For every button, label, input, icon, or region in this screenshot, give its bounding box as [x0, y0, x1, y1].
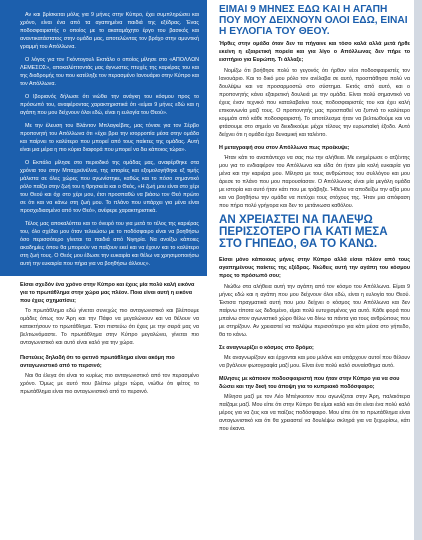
interview-answer: Μίλησα μαζί με τον Λέο Μπέγκιοτον που αγωνίζεται στην Άρη, παλαιότερα παίζαμε μαζί. Μου είπε ότι στην Κύπρο θα είμαι καλά και ότι είναι ένα πολύ καλό μέρος για να ζεις και να παίζεις ποδόσφαιρο. Μου είπε ότι το πρωτάθλημα είναι ανταγωνιστικό και ότι θα χρειαστεί να δουλέψω σκληρά για να ξεχωρίσω, κάτι που έκανα. [219, 394, 410, 432]
intro-paragraph: Ο Ιβοριανός δήλωσε ότι νιώθει την ανάγκη του κόσμου προς το πρόσωπό του, αναφέροντας χαρακτηριστικά ότι «είμαι 9 μήνες εδώ και η αγάπη που μου δείχνουν όλοι εδώ, είναι η ευλογία του Θεού». [20, 94, 199, 116]
right-column [212, 0, 410, 540]
intro-paragraph: Με την έλευση του Βλάντον Μπλαγκέβιτς, μας τόνισε για τον Σέρβο προπονητή του Απόλλωνα ότι «έχει βρει την ισορροπία μέσα στην ομάδα και παίρνει το καλύτερο που μπορεί από τους παίκτες της ομάδας. Αυτή είναι μια μέρα η πιο κύρια διαφορά που μπορεί να δει κάποιος τώρα». [20, 123, 199, 153]
interview-answer: Νομίζω ότι βοήθησε πολύ το γεγονός ότι ήρθαν νέοι ποδοσφαιριστές τον Ιανουάριο. Και το δικό μου ρόλο τον ανέλαβα σε αυτό, προσπάθησα πολύ να δουλέψω και να προσαρμοστώ στο σύστημα. Εκτός από αυτό, και ο προπονητής κάνει εξαιρετική δουλειά με την ομάδα. Είναι πολύ σημαντικό να έχεις έναν τεχνικό που καταλαβαίνει τους ποδοσφαιριστές του και έχει καλή επικοινωνία μαζί τους. Ο προπονητής μας προσπαθεί να ξυπνά το καλύτερο κομμάτι από κάθε ποδοσφαιριστή. Το αποτέλεσμα ήταν να βελτιωθούμε και να φτάσουμε στο σημείο να διεκδικούμε μέχρι τέλους την ευρωπαϊκή έξοδο. Αυτό δείχνει ότι η ομάδα έχει δυναμική και ταλέντο. [219, 68, 410, 138]
interview-question: Ήρθες στην ομάδα όταν δεν τα πήγαινε και τόσο καλά αλλά μετά ήρθε εκείνη η εξαιρετική πορεία και για λίγο ο Απόλλωνας δεν πήρε το εισιτήριο για Ευρώπη. Τι άλλαξε; [219, 41, 410, 63]
interview-answer: Το πρωτάθλημα εδώ γίνεται συνεχώς πιο ανταγωνιστικό και βλέπουμε ομάδες όπως τον Άρη και την Πάφο να μεγαλώνουν και να θέλουν να κατακτήσουν το πρωτάθλημα. Έτσι πιστεύω ότι έχεις με την σειρά μας να βελτιωνόμαστε. Το πρωτάθλημα στην Κύπρο μεγαλώνει, γίνεται πιο ανταγωνιστικό και αυτό είναι καλό για την χώρα. [20, 308, 199, 346]
interview-question: Είσαι μόνο κάποιους μήνες στην Κύπρο αλλά είσαι πλέον από τους αγαπημένους παίκτες της εξέδρας. Νιώθεις αυτή την αγάπη του κόσμου προς το πρόσωπό σου; [219, 257, 410, 279]
pull-quote-headline: ΕΙΜΑΙ 9 ΜΗΝΕΣ ΕΔΩ ΚΑΙ Η ΑΓΑΠΗ ΠΟΥ ΜΟΥ ΔΕΙΧΝΟΥΝ ΟΛΟΙ ΕΔΩ, ΕΙΝΑΙ Η ΕΥΛΟΓΙΑ ΤΟΥ ΘΕΟΥ. [219, 4, 408, 37]
pull-quote-headline: ΑΝ ΧΡΕΙΑΣΤΕΙ ΝΑ ΠΑΛΕΨΩ ΠΕΡΙΣΣΟΤΕΡΟ ΓΙΑ ΚΑΤΙ ΜΕΣΑ ΣΤΟ ΓΗΠΕΔΟ, ΘΑ ΤΟ ΚΑΝΩ. [219, 213, 388, 250]
interview-question: Πιστεύεις δηλαδή ότι το φετινό πρωτάθλημα είναι ακόμη πιο ανταγωνιστικό από το περσινό; [20, 355, 175, 369]
interview-answer: Ήταν κάτι το αναπάντεχο να σας πω την αλήθεια. Με ενημέρωσε ο ατζέντης μου για το ενδιαφέρον του Απόλλωνα και είδα ότι ήταν μία καλή ευκαιρία για μένα και την καριέρα μου. Μίλησα με τους ανθρώπους του συλλόγου και μου άρεσε το πλάνο που μου παρουσίασαν. Ο Απόλλωνας είναι μία μεγάλη ομάδα με ιστορία και αυτό ήταν κάτι που με τράβηξε. Ήθελα να αποδείξω την αξία μου και να βοηθήσω την ομάδα να πετύχει τους στόχους της. Ήταν μια απόφαση που πήρα πολύ γρήγορα και δεν το μετάνιωσα καθόλου. [219, 155, 410, 209]
page-gutter [414, 0, 422, 540]
intro-paragraph: Ο λόγος για τον Γκόντογουλ Εκπάλο ο οποίος μίλησε στο «ΑΠΟΛΛΩΝ ΛΕΜΕΣΟΣ», αποκαλύπτοντάς μας άγνωστες πτυχές της καριέρας του και της διαδρομής του που κατέληξε τον περασμένο Ιανουάριο στην Κύπρο και τον Απόλλωνα. [20, 57, 199, 87]
interview-answer: Νιώθω στα αλήθεια αυτή την αγάπη από τον κόσμο του Απόλλωνα. Είμαι 9 μήνες εδώ και η αγάπη που μου δείχνουν όλοι εδώ, είναι η ευλογία του Θεού. Έκτισα πραγματικά αυτή που μου δείχνει ο κόσμος του Απόλλωνα και δεν παίρνω τίποτα ως δεδομένο, είμαι πολύ ευτυχισμένος για αυτό. Κάθε φορά που μπαίνω στον αγωνιστικό χώρο θέλω να δίνω τα πάντα για τους ανθρώπους που με στηρίζουν. Αν χρειαστεί να παλέψω περισσότερο για κάτι μέσα στο γήπεδο, θα το κάνω. [219, 284, 410, 338]
interview-question: Μίλησες με κάποιον ποδοσφαιριστή που ήταν στην Κύπρο για να σου δώσει και την δική του άποψη για το κυπριακό ποδόσφαιρο; [219, 376, 400, 390]
left-column [0, 0, 207, 540]
intro-box [0, 0, 207, 276]
interview-answer: Ναι θα έλεγα ότι είναι το κυρίως πιο ανταγωνιστικό από τον περασμένο χρόνο. Όμως με αυτό που βλέπω μέχρι τώρα, νιώθω ότι φέτος το πρωτάθλημα είναι πιο ανταγωνιστικό από το περσινό. [20, 373, 199, 395]
interview-answer: Με αναγνωρίζουν και έρχονται και μου μιλάνε και υπάρχουν αυτοί που θέλουν να βγάλουν φωτογραφία μαζί μου. Είναι ένα πολύ καλό συναίσθημα αυτό. [219, 355, 410, 369]
intro-paragraph: Τέλος μας αποκαλύπτει και το όνειρό του για μετά το τέλος της καριέρας του, όλο σχέδιο μου όταν τελειώσω με το ποδόσφαιρο είναι να βοηθήσω όσο περισσότερο γίνεται τα παιδιά από Νιγηρία. Να ανοίξω κάποιες ακαδημίες όπου θα μπορούν να παίζουν εκεί και να έχουν και το καλύτερο στη ζωή τους. Ο Θεός μου έδωσε την ευκαιρία και θέλω να χρησιμοποιήσω αυτή την ευκαιρία που πήρα για να βοηθήσω άλλους». [20, 221, 199, 267]
intro-paragraph: Ο Εκπάλο μίλησε στο περιοδικό της ομάδας μας, αναφέρθηκε στα χρόνια του στην Μπαχρεϊνέλνα, της ιστορίες και εξομολογήθηκε εξ τιμής μάλιστα σε όλες χώρες που αγωνίστηκε, καθώς και το πόσο σημαντικό ρόλο παίζει στην ζωή του η θρησκεία και ο Θεός, «Η ζωή μου είναι στο χέρι του Θεού και όχι στο χέρι μου, έτσι προσπαθώ να βιάσω τον Θεό πρώτο σε ότι και να κάνω στη ζωή μου. Το πλάνο που υπάρχει για μένα είναι προσχεδιασμένο από τον Θεό», ανέφερε χαρακτηριστικά. [20, 160, 199, 214]
interview-question: Σε αναγνωρίζει ο κόσμος στο δρόμο; [219, 345, 314, 351]
interview-question: Η μεταγραφή σου στον Απόλλωνα πως προέκυψε; [219, 145, 350, 151]
interview-question: Είσαι σχεδόν ένα χρόνο στην Κύπρο και έχεις μία πολύ καλή εικόνα για το πρωτάθλημα στην χώρα μας πλέον. Ποια είναι αυτή η εικόνα που έχεις σχηματίσει; [20, 282, 195, 304]
left-interview [0, 276, 207, 399]
intro-paragraph: Αν και βρίσκεται μόλις για 9 μήνες στην Κύπρο, έχει συμπληρώσει και χρόνο, είναι ένα από τα αγαπημένα παιδιά της εξέδρας. Ένας ποδοσφαιριστής ο οποίος με το ακαταμάχητο έργο του βασικός και αναντικατάστατος στην ομάδα μας, αποτελώντας τον βράχο στην αμυντική γραμμή του Απόλλωνα. [20, 12, 199, 50]
